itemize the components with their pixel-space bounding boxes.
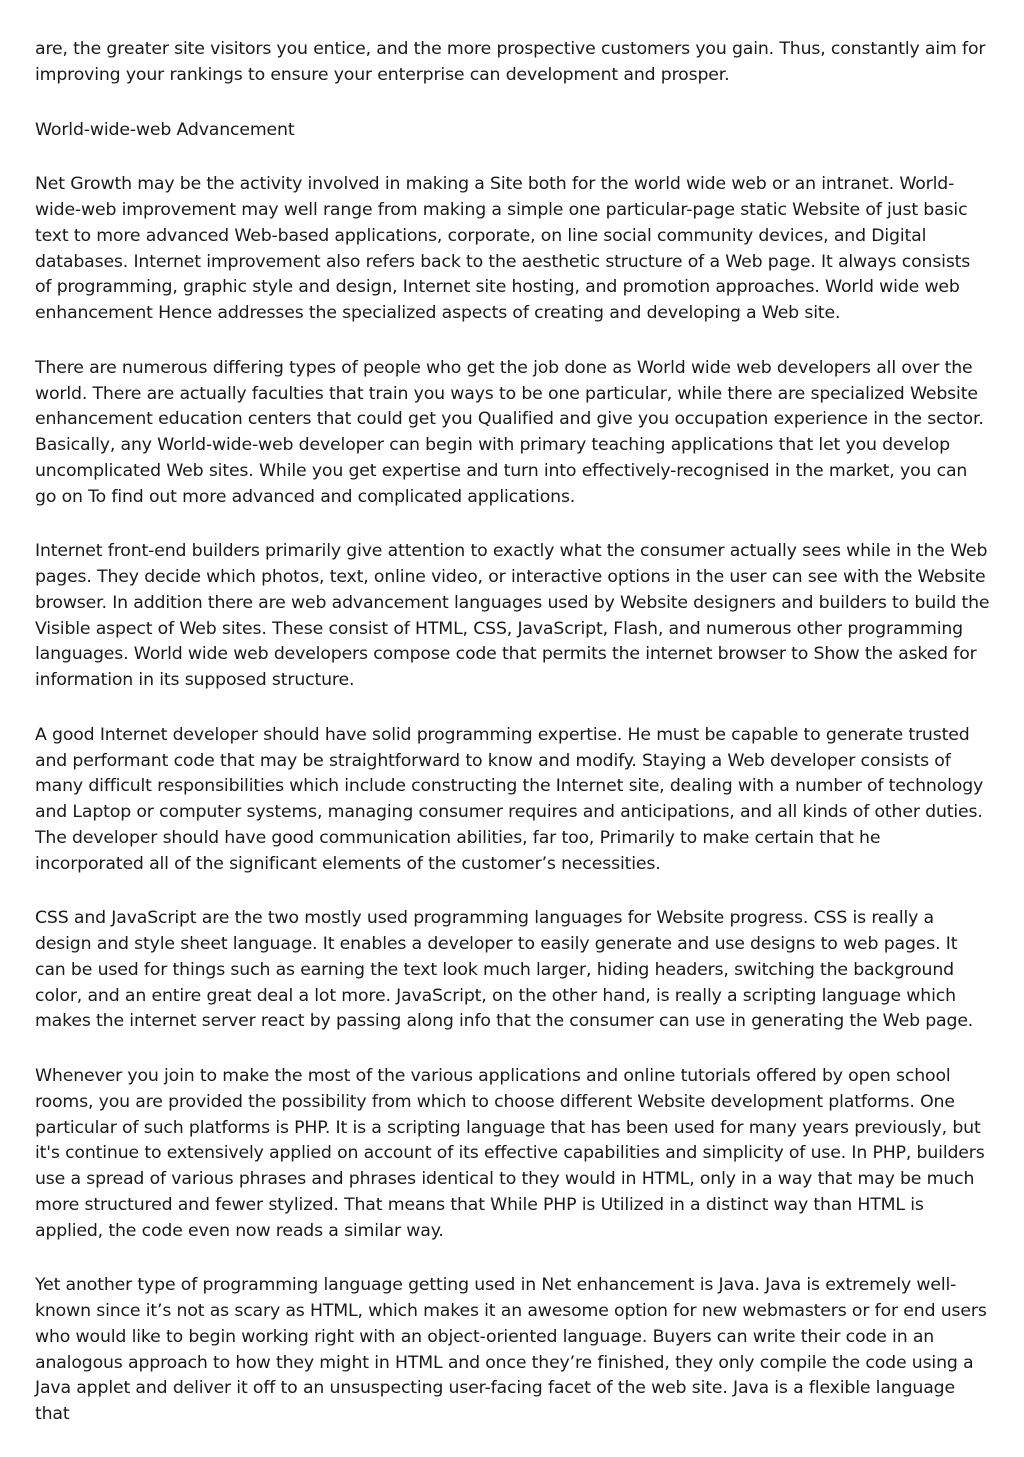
paragraph-web-growth: Net Growth may be the activity involved in making a Site both for the world wide web or an intranet. World-wide-web improvement may well range from making a simple one particular-page static Website of just basic text to more advanced Web-based applications, corporate, on line social community devices, and Digital databases. Internet improvement also refers back to the aesthetic structure of a Web page. It always consists of programming, graphic style and design, Internet site hosting, and promotion approaches. World wide web enhancement Hence addresses the specialized aspects of creating and developing a Web site. bbox=[35, 174, 971, 323]
paragraph-css-javascript: CSS and JavaScript are the two mostly used programming languages for Website progress. CSS is really a design and style sheet language. It enables a developer to easily generate and use designs to web pages. It can be used for things such as earning the text look much larger, hiding headers, switching the background color, and an entire great deal a lot more. JavaScript, on the other hand, is really a scripting language which makes the internet server react by passing along info that the consumer can use in generating the Web page. bbox=[35, 908, 974, 1032]
paragraph-intro-continuation: are, the greater site visitors you entice, and the more prospective customers you gain. Thus, constantly aim for improving your rankings to ensure your enterprise can development and prosper. bbox=[35, 39, 986, 85]
section-heading: World-wide-web Advancement bbox=[35, 119, 295, 140]
paragraph-php: Whenever you join to make the most of the various applications and online tutorials offered by open school rooms, you are provided the possibility from which to choose different Website development platforms. One particular of such platforms is PHP. It is a scripting language that has been used for many years previously, but it's continue to extensively applied on account of its effective capabilities and simplicity of use. In PHP, builders use a spread of various phrases and phrases identical to they would in HTML, only in a way that may be much more structured and fewer stylized. That means that While PHP is Utilized in a distinct way than HTML is applied, the code even now reads a similar way. bbox=[35, 1066, 985, 1241]
paragraph-java: Yet another type of programming language getting used in Net enhancement is Java. Java is extremely well-known since it’s not as scary as HTML, which makes it an awesome option for new webmasters or for end users who would like to begin working right with an object-oriented language. Buyers can write their code in an analogous approach to how they might in HTML and once they’re finished, they only compile the code using a Java applet and deliver it off to an unsuspecting user-facing facet of the web site. Java is a flexible language that bbox=[35, 1275, 987, 1424]
document-body bbox=[35, 37, 991, 1457]
paragraph-developer-types: There are numerous differing types of people who get the job done as World wide web developers all over the world. There are actually faculties that train you ways to be one particular, while there are specialized Website enhancement education centers that could get you Qualified and give you occupation experience in the sector. Basically, any World-wide-web developer can begin with primary teaching applications that let you develop uncomplicated Web sites. While you get expertise and turn into effectively-recognised in the market, you can go on To find out more advanced and complicated applications. bbox=[35, 357, 984, 507]
paragraph-good-developer: A good Internet developer should have solid programming expertise. He must be capable to generate trusted and performant code that may be straightforward to know and modify. Staying a Web developer consists of many difficult responsibilities which include constructing the Internet site, dealing with a number of technology and Laptop or computer systems, managing consumer requires and anticipations, and all kinds of other duties. The developer should have good communication abilities, far too, Primarily to make certain that he incorporated all of the significant elements of the customer’s necessities. bbox=[35, 724, 984, 874]
paragraph-front-end: Internet front-end builders primarily give attention to exactly what the consumer actually sees while in the Web pages. They decide which photos, text, online video, or interactive options in the user can see with the Website browser. In addition there are web advancement languages used by Website designers and builders to build the Visible aspect of Web sites. These consist of HTML, CSS, JavaScript, Flash, and numerous other programming languages. World wide web developers compose code that permits the internet browser to Show the asked for information in its supposed structure. bbox=[35, 541, 990, 690]
